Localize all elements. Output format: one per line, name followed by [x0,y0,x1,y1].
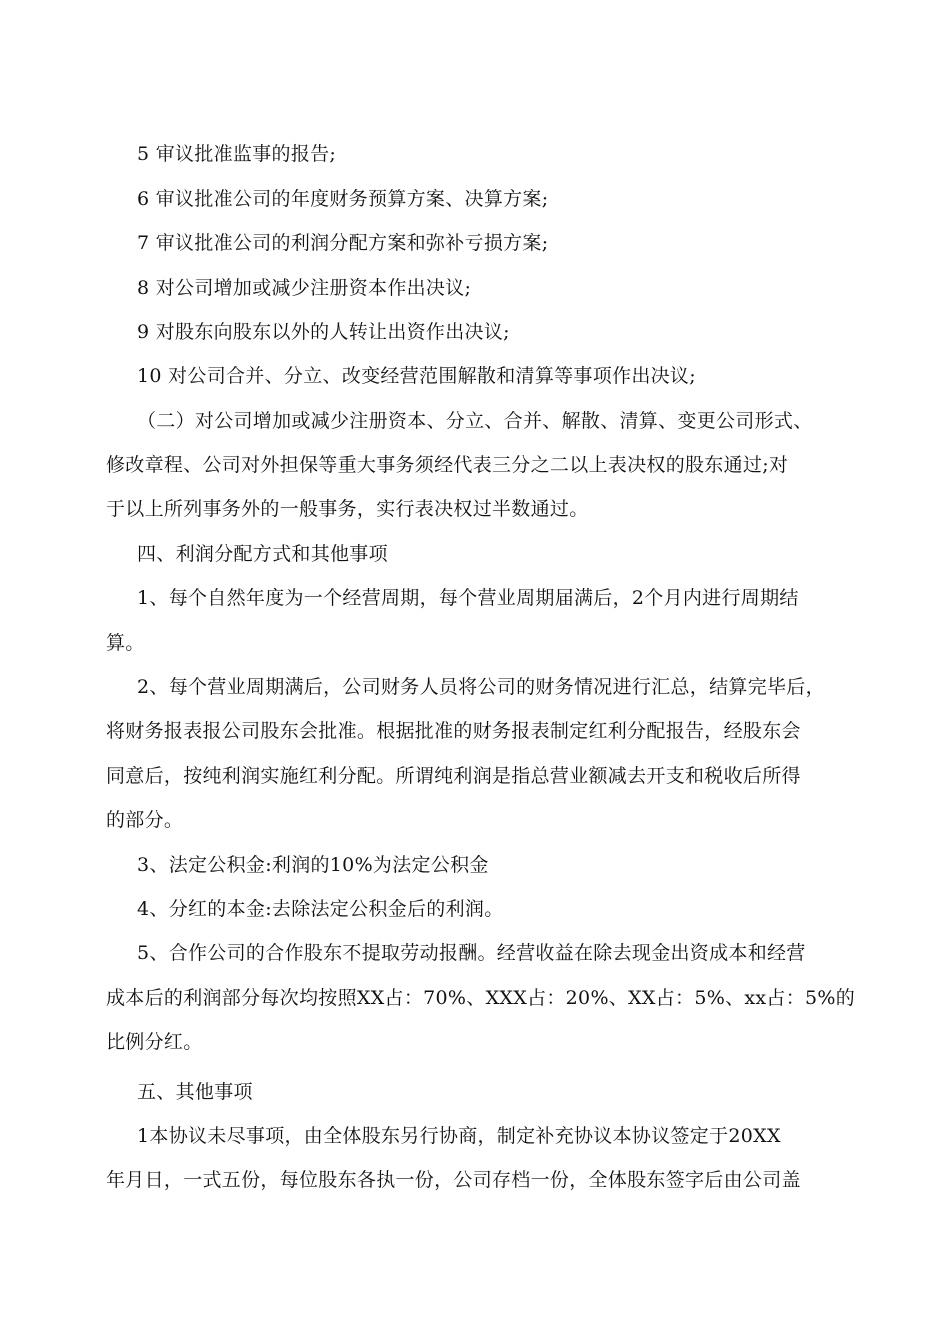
text-line: 年月日，一式五份，每位股东各执一份，公司存档一份，全体股东签字后由公司盖 [106,1169,801,1191]
text-line: 同意后，按纯利润实施红利分配。所谓纯利润是指总营业额减去开支和税收后所得 [106,765,801,787]
text-line: 修改章程、公司对外担保等重大事务须经代表三分之二以上表决权的股东通过;对 [106,454,789,476]
text-line: 成本后的利润部分每次均按照XX占：70%、XXX占：20%、XX占：5%、xx占：5%的 [106,987,856,1009]
text-line: 6 审议批准公司的年度财务预算方案、决算方案; [137,188,549,210]
text-line: 5 审议批准监事的报告; [137,143,337,165]
text-line: 1、每个自然年度为一个经营周期，每个营业周期届满后，2个月内进行周期结 [137,587,799,609]
text-line: 算。 [106,632,145,654]
text-line: 8 对公司增加或减少注册资本作出决议; [137,277,472,299]
text-line: 于以上所列事务外的一般事务，实行表决权过半数通过。 [106,498,589,520]
text-line: 10 对公司合并、分立、改变经营范围解散和清算等事项作出决议; [137,365,696,387]
text-line: 比例分红。 [106,1031,203,1053]
text-line: 将财务报表报公司股东会批准。根据批准的财务报表制定红利分配报告，经股东会 [106,720,801,742]
text-line: 9 对股东向股东以外的人转让出资作出决议; [137,321,510,343]
text-line: 2、每个营业周期满后，公司财务人员将公司的财务情况进行汇总，结算完毕后， [137,676,825,698]
text-line: 4、分红的本金:去除法定公积金后的利润。 [137,898,504,920]
section-heading: 五、其他事项 [137,1081,253,1103]
text-line: 的部分。 [106,809,184,831]
text-line: 3、法定公积金:利润的10%为法定公积金 [137,854,489,876]
text-line: 5、合作公司的合作股东不提取劳动报酬。经营收益在除去现金出资成本和经营 [137,942,806,964]
text-line: 7 审议批准公司的利润分配方案和弥补亏损方案; [137,232,549,254]
text-line: 1本协议未尽事项，由全体股东另行协商，制定补充协议本协议签定于20XX [137,1125,781,1147]
text-line: （二）对公司增加或减少注册资本、分立、合并、解散、清算、变更公司形式、 [137,410,813,432]
section-heading: 四、利润分配方式和其他事项 [137,543,388,565]
